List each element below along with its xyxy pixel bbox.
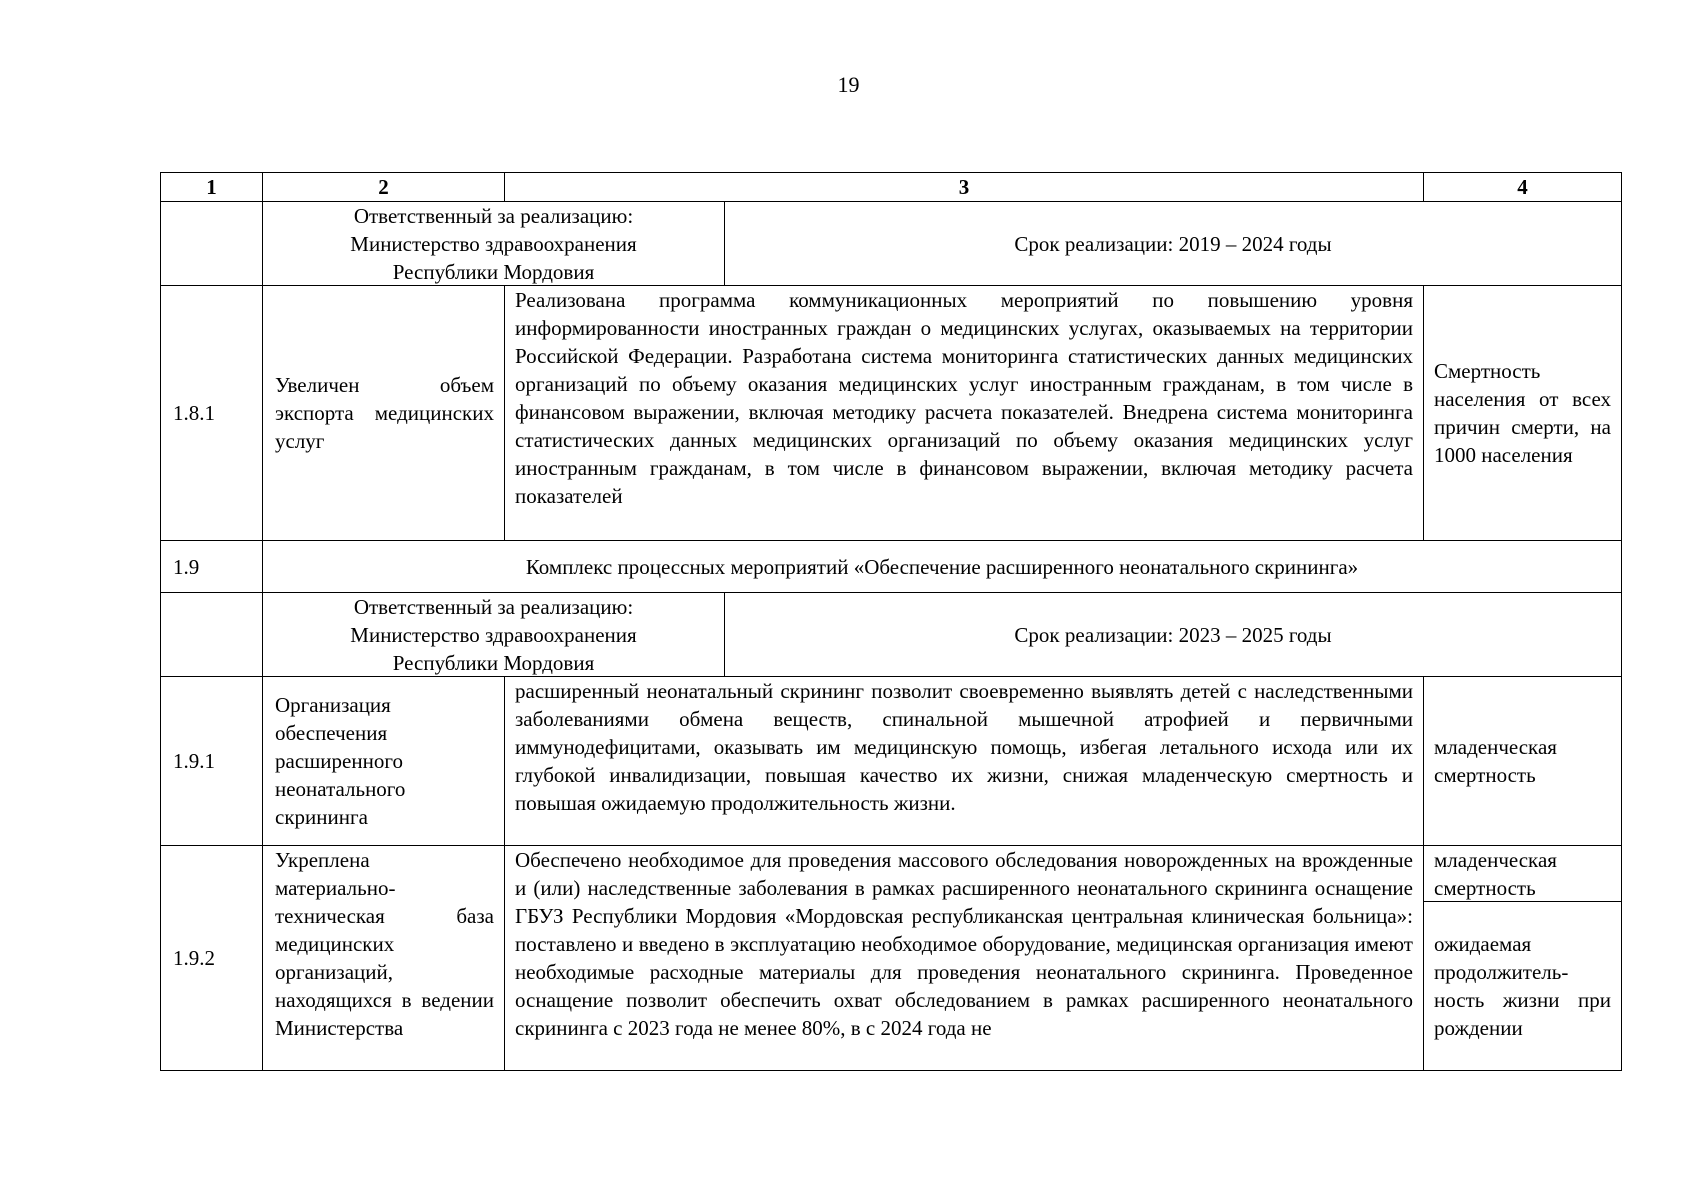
row-191-indicator: младенческая смертность [1434, 735, 1557, 787]
row-19-num: 1.9 [173, 554, 200, 579]
header-cell-4: 4 [1423, 172, 1622, 202]
row-181-task: Увеличен объем экспорта медицинских услуг [275, 373, 494, 453]
row-181-description: Реализована программа коммуникационных мероприятий по повышению уровня информированности иностранных граждан о медицинских услугах, оказываемых на территории Российской Федерации. Разработана система мониторинга статистических данных медицинских организаций по объему оказания медицинских услуг иностранным гражданам, в том числе в финансовом выражении, включая методику расчета показателей. Внедрена система мониторинга статистических данных медицинских организаций по объему оказания медицинских услуг иностранным гражданам, в том числе в финансовом выражении, включая методику расчета показателей [515, 288, 1413, 508]
header-cell-1: 1 [160, 172, 263, 202]
section-19-num-cell [160, 592, 263, 677]
measures-table [160, 172, 1622, 1071]
section-18-period: Срок реализации: 2019 – 2024 годы [1014, 231, 1332, 256]
row-191-task: Организация обеспечения расширенного неонатального скрининга [275, 693, 406, 829]
row-191-task-cell [262, 676, 505, 846]
row-181-indicator: Смертность населения от всех причин смерти, на 1000 населения [1434, 359, 1611, 467]
section-19-responsible-cell [262, 592, 725, 677]
row-19-title: Комплекс процессных мероприятий «Обеспечение расширенного неонатального скрининга» [525, 554, 1359, 579]
row-192-task-cell [262, 845, 505, 1071]
row-192-description: Обеспечено необходимое для проведения массового обследования новорожденных на врожденные и (или) наследственные заболевания в рамках расширенного неонатального скрининга оснащение ГБУЗ Республики Мордовия «Мордовская республиканская центральная клиническая больница»: поставлено и введено в эксплуатацию необходимое оборудование, медицинская организация имеют необходимые расходные материалы для проведения неонатального скрининга. Проведенное оснащение позволит обеспечить охват обследованием в рамках расширенного неонатального скрининга с 2023 года не менее 80%, в с 2024 года не [515, 848, 1413, 1040]
section-18-responsible-cell [262, 201, 725, 286]
row-181-num: 1.8.1 [173, 401, 215, 425]
row-192-indicator-1-cell [1423, 845, 1622, 902]
header-cell-2: 2 [262, 172, 505, 202]
row-19-num-cell [160, 540, 263, 593]
responsible-line-3: Республики Мордовия [392, 650, 595, 675]
row-192-indicator-2: ожидаемая продолжитель-ность жизни при рождении [1434, 932, 1611, 1040]
responsible-line-2: Министерство здравоохранения [350, 622, 637, 647]
row-181-description-cell [504, 285, 1424, 541]
section-18-period-cell [724, 201, 1622, 286]
row-19-title-cell [262, 540, 1622, 593]
row-181-num-cell [160, 285, 263, 541]
row-181-indicator-cell [1423, 285, 1622, 541]
row-192-indicator-2-cell [1423, 901, 1622, 1071]
row-181-task-cell [262, 285, 505, 541]
row-192-indicator-1: младенческая смертность [1434, 848, 1557, 900]
section-19-period-cell [724, 592, 1622, 677]
row-192-num: 1.9.2 [173, 946, 215, 970]
row-191-num: 1.9.1 [173, 749, 215, 773]
row-192-task: Укреплена материально-техническая база медицинских организаций, находящихся в ведении Министерства [275, 848, 494, 1040]
page-number: 19 [837, 72, 860, 97]
responsible-line-2: Министерство здравоохранения [350, 231, 637, 256]
responsible-line-1: Ответственный за реализацию: [353, 594, 634, 619]
section-19-period: Срок реализации: 2023 – 2025 годы [1014, 622, 1332, 647]
header-cell-3: 3 [504, 172, 1424, 202]
section-18-num-cell [160, 201, 263, 286]
row-192-description-cell [504, 845, 1424, 1071]
row-192-num-cell [160, 845, 263, 1071]
responsible-line-3: Республики Мордовия [392, 259, 595, 284]
row-191-description: расширенный неонатальный скрининг позволит своевременно выявлять детей с наследственными заболеваниями обмена веществ, спинальной мышечной атрофией и первичными иммунодефицитами, оказывать им медицинскую помощь, избегая летального исхода или их глубокой инвалидизации, повышая качество их жизни, снижая младенческую смертность и повышая ожидаемую продолжительность жизни. [515, 679, 1413, 815]
row-191-indicator-cell [1423, 676, 1622, 846]
responsible-line-1: Ответственный за реализацию: [353, 203, 634, 228]
row-191-num-cell [160, 676, 263, 846]
row-191-description-cell [504, 676, 1424, 846]
